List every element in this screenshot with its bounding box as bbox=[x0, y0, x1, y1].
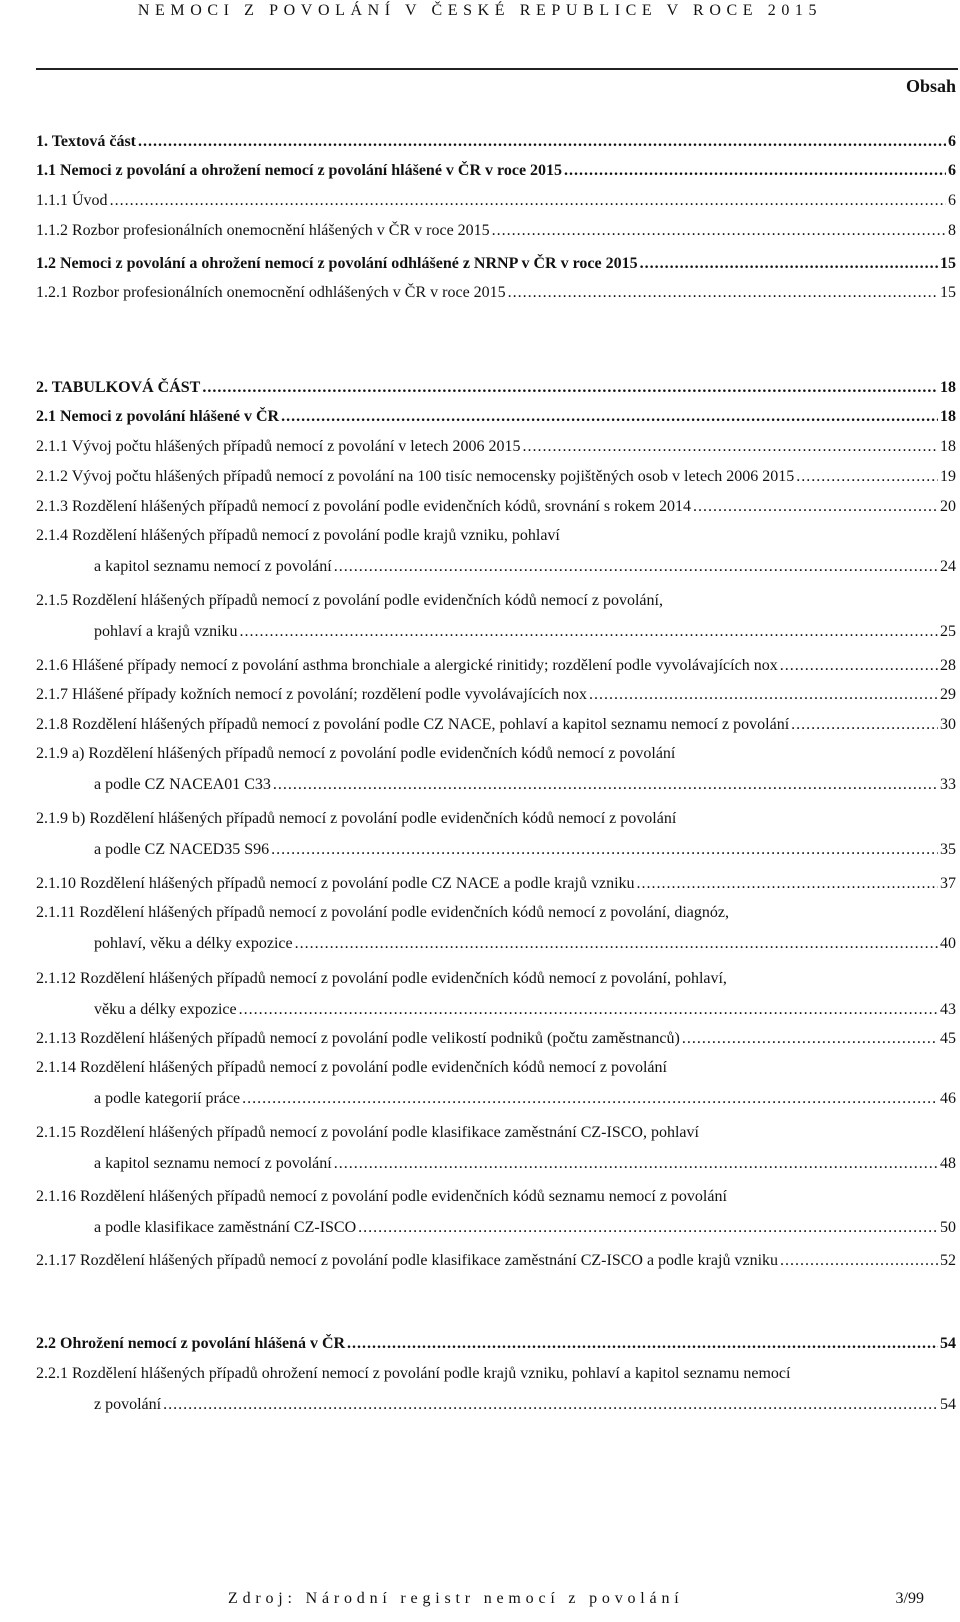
toc-entry-page: 52 bbox=[940, 1252, 956, 1269]
toc-entry-text: 2.1.17 Rozdělení hlášených případů nemocí z povolání podle klasifikace zaměstnání CZ-ISCO a podle krajů vzniku bbox=[36, 1252, 779, 1269]
toc-entry-page: 18 bbox=[940, 408, 956, 425]
toc-entry-text: 2. TABULKOVÁ ČÁST bbox=[36, 379, 201, 396]
toc-entry-page: 54 bbox=[940, 1335, 956, 1352]
toc-entry[interactable] bbox=[36, 742, 956, 793]
dot-leader bbox=[358, 1216, 938, 1240]
toc-entry-text: 1.1.1 Úvod bbox=[36, 192, 108, 209]
dot-leader bbox=[240, 620, 938, 644]
toc-entry[interactable] bbox=[36, 1249, 956, 1273]
toc-entry-text: 1. Textová část bbox=[36, 133, 136, 150]
toc-entry[interactable] bbox=[36, 589, 956, 640]
toc-entry-page: 15 bbox=[940, 255, 956, 272]
toc-entry-continuation: věku a délky expozice bbox=[94, 1001, 237, 1018]
dot-leader bbox=[295, 932, 938, 956]
toc-entry[interactable] bbox=[36, 495, 956, 519]
toc-entry-text: 2.2 Ohrožení nemocí z povolání hlášená v ČR bbox=[36, 1335, 346, 1352]
toc-entry-page: 18 bbox=[940, 379, 956, 396]
toc-entry-text: 2.1.9 a) Rozdělení hlášených případů nemocí z povolání podle evidenčních kódů nemocí z povolání bbox=[36, 745, 676, 762]
toc-entry-text: 2.1.2 Vývoj počtu hlášených případů nemocí z povolání na 100 tisíc nemocensky pojištěných osob v letech 2006 2015 bbox=[36, 468, 795, 485]
dot-leader bbox=[523, 435, 939, 459]
toc-entry-text: 1.2.1 Rozbor profesionálních onemocnění odhlášených v ČR v roce 2015 bbox=[36, 284, 506, 301]
toc-entry-page: 25 bbox=[940, 623, 956, 640]
toc-entry[interactable] bbox=[36, 1362, 956, 1413]
toc-entry-text: 1.1 Nemoci z povolání a ohrožení nemocí z povolání hlášené v ČR v roce 2015 bbox=[36, 162, 563, 179]
toc-entry[interactable] bbox=[36, 1121, 956, 1172]
toc-entry[interactable] bbox=[36, 683, 956, 707]
toc-entry-page: 43 bbox=[940, 1001, 956, 1018]
toc-entry-page: 35 bbox=[940, 841, 956, 858]
dot-leader bbox=[347, 1332, 938, 1356]
toc-entry[interactable] bbox=[36, 1332, 956, 1356]
toc-entry-text: 2.1.13 Rozdělení hlášených případů nemocí z povolání podle velikostí podniků (počtu zaměstnanců) bbox=[36, 1030, 680, 1047]
toc-entry[interactable] bbox=[36, 524, 956, 575]
toc-entry-page: 20 bbox=[940, 498, 956, 515]
toc-entry-page: 46 bbox=[940, 1090, 956, 1107]
toc-entry-text: 2.1.16 Rozdělení hlášených případů nemocí z povolání podle evidenčních kódů seznamu nemocí z povolání bbox=[36, 1188, 727, 1205]
toc-entry[interactable] bbox=[36, 967, 956, 1018]
toc-entry-continuation: a podle CZ NACEA01 C33 bbox=[94, 776, 271, 793]
dot-leader bbox=[163, 1393, 938, 1417]
toc-entry-page: 37 bbox=[940, 875, 956, 892]
toc-entry-page: 24 bbox=[940, 558, 956, 575]
toc-entry-page: 6 bbox=[948, 162, 956, 179]
dot-leader bbox=[492, 219, 946, 243]
toc-entry-text: 2.1.9 b) Rozdělení hlášených případů nemocí z povolání podle evidenčních kódů nemocí z povolání bbox=[36, 810, 677, 827]
dot-leader bbox=[780, 654, 938, 678]
toc-entry-page: 30 bbox=[940, 716, 956, 733]
toc-entry[interactable] bbox=[36, 872, 956, 896]
dot-leader bbox=[138, 130, 946, 154]
toc-entry-text: 2.1.1 Vývoj počtu hlášených případů nemocí z povolání v letech 2006 2015 bbox=[36, 438, 521, 455]
header-rule bbox=[36, 68, 958, 70]
toc-entry-continuation: a podle CZ NACED35 S96 bbox=[94, 841, 270, 858]
toc-entry-page: 15 bbox=[940, 284, 956, 301]
footer-page-number: 3/99 bbox=[895, 1590, 924, 1607]
toc-entry[interactable] bbox=[36, 1185, 956, 1236]
dot-leader bbox=[693, 495, 938, 519]
toc-entry-text: 2.1.5 Rozdělení hlášených případů nemocí z povolání podle evidenčních kódů nemocí z povolání, bbox=[36, 592, 663, 609]
toc-entry-continuation: a kapitol seznamu nemocí z povolání bbox=[94, 1155, 332, 1172]
toc-entry[interactable] bbox=[36, 435, 956, 459]
dot-leader bbox=[780, 1249, 938, 1273]
toc-entry-continuation: a podle kategorií práce bbox=[94, 1090, 241, 1107]
toc-entry-text: 1.1.2 Rozbor profesionálních onemocnění hlášených v ČR v roce 2015 bbox=[36, 222, 490, 239]
toc-entry-page: 19 bbox=[940, 468, 956, 485]
dot-leader bbox=[640, 252, 938, 276]
toc-entry-text: 2.1.11 Rozdělení hlášených případů nemocí z povolání podle evidenčních kódů nemocí z povolání, diagnóz, bbox=[36, 904, 729, 921]
dot-leader bbox=[796, 465, 938, 489]
toc-entry-text: 2.1.15 Rozdělení hlášených případů nemocí z povolání podle klasifikace zaměstnání CZ-ISCO, pohlaví bbox=[36, 1124, 699, 1141]
toc-entry-page: 8 bbox=[948, 222, 956, 239]
toc-entry-page: 6 bbox=[948, 192, 956, 209]
toc-entry-continuation: a kapitol seznamu nemocí z povolání bbox=[94, 558, 332, 575]
toc-entry-text: 2.1.10 Rozdělení hlášených případů nemocí z povolání podle CZ NACE a podle krajů vzniku bbox=[36, 875, 635, 892]
dot-leader bbox=[273, 773, 938, 797]
toc-entry[interactable] bbox=[36, 252, 956, 276]
toc-entry-continuation: a podle klasifikace zaměstnání CZ-ISCO bbox=[94, 1219, 357, 1236]
toc-entry-text: 2.1.7 Hlášené případy kožních nemocí z povolání; rozdělení podle vyvolávajících nox bbox=[36, 686, 587, 703]
toc-entry-continuation: pohlaví, věku a délky expozice bbox=[94, 935, 293, 952]
toc-entry-continuation: pohlaví a krajů vzniku bbox=[94, 623, 238, 640]
dot-leader bbox=[637, 872, 938, 896]
toc-entry[interactable] bbox=[36, 713, 956, 737]
dot-leader bbox=[508, 281, 938, 305]
dot-leader bbox=[334, 1152, 938, 1176]
toc-entry-page: 48 bbox=[940, 1155, 956, 1172]
toc-entry-page: 18 bbox=[940, 438, 956, 455]
toc-entry-text: 2.1.6 Hlášené případy nemocí z povolání asthma bronchiale a alergické rinitidy; rozdělení podle vyvolávajících nox bbox=[36, 657, 778, 674]
toc-entry-page: 33 bbox=[940, 776, 956, 793]
dot-leader bbox=[110, 189, 946, 213]
toc-entry[interactable] bbox=[36, 405, 956, 429]
footer-source: Zdroj: Národní registr nemocí z povolání bbox=[228, 1590, 684, 1607]
toc-entry[interactable] bbox=[36, 219, 956, 243]
running-header: NEMOCI Z POVOLÁNÍ V ČESKÉ REPUBLICE V ROCE 2015 bbox=[137, 2, 823, 19]
toc-entry[interactable] bbox=[36, 130, 956, 154]
toc-entry[interactable] bbox=[36, 807, 956, 858]
toc-entry[interactable] bbox=[36, 1056, 956, 1107]
toc-entry[interactable] bbox=[36, 654, 956, 678]
dot-leader bbox=[791, 713, 938, 737]
toc-entry-page: 28 bbox=[940, 657, 956, 674]
toc-entry-text: 2.1.14 Rozdělení hlášených případů nemocí z povolání podle evidenčních kódů nemocí z povolání bbox=[36, 1059, 667, 1076]
toc-entry[interactable] bbox=[36, 901, 956, 952]
toc-entry-page: 50 bbox=[940, 1219, 956, 1236]
dot-leader bbox=[242, 1087, 938, 1111]
toc-entry[interactable] bbox=[36, 465, 956, 489]
dot-leader bbox=[239, 998, 938, 1022]
toc-entry[interactable] bbox=[36, 189, 956, 213]
toc-entry-page: 54 bbox=[940, 1396, 956, 1413]
toc-entry-continuation: z povolání bbox=[94, 1396, 162, 1413]
toc-entry-text: 2.1 Nemoci z povolání hlášené v ČR bbox=[36, 408, 280, 425]
dot-leader bbox=[334, 555, 938, 579]
toc-entry[interactable] bbox=[36, 281, 956, 305]
toc-entry[interactable] bbox=[36, 159, 956, 183]
toc-title: Obsah bbox=[905, 76, 956, 96]
dot-leader bbox=[564, 159, 946, 183]
dot-leader bbox=[202, 376, 938, 400]
dot-leader bbox=[589, 683, 938, 707]
toc-entry-page: 29 bbox=[940, 686, 956, 703]
toc-entry[interactable] bbox=[36, 1027, 956, 1051]
toc-entry-text: 2.2.1 Rozdělení hlášených případů ohrožení nemocí z povolání podle krajů vzniku, pohlaví a kapitol seznamu nemocí bbox=[36, 1365, 791, 1382]
toc-entry-text: 1.2 Nemoci z povolání a ohrožení nemocí z povolání odhlášené z NRNP v ČR v roce 2015 bbox=[36, 255, 638, 272]
toc-entry-text: 2.1.12 Rozdělení hlášených případů nemocí z povolání podle evidenčních kódů nemocí z povolání, pohlaví, bbox=[36, 970, 727, 987]
toc-entry-text: 2.1.8 Rozdělení hlášených případů nemocí z povolání podle CZ NACE, pohlaví a kapitol seznamu nemocí z povolání bbox=[36, 716, 790, 733]
toc-entry-text: 2.1.4 Rozdělení hlášených případů nemocí z povolání podle krajů vzniku, pohlaví bbox=[36, 527, 560, 544]
dot-leader bbox=[682, 1027, 938, 1051]
dot-leader bbox=[271, 838, 938, 862]
toc-entry-page: 6 bbox=[948, 133, 956, 150]
toc-entry[interactable] bbox=[36, 376, 956, 400]
dot-leader bbox=[281, 405, 938, 429]
toc-entry-text: 2.1.3 Rozdělení hlášených případů nemocí z povolání podle evidenčních kódů, srovnání s rokem 2014 bbox=[36, 498, 691, 515]
toc-entry-page: 40 bbox=[940, 935, 956, 952]
toc-entry-page: 45 bbox=[940, 1030, 956, 1047]
